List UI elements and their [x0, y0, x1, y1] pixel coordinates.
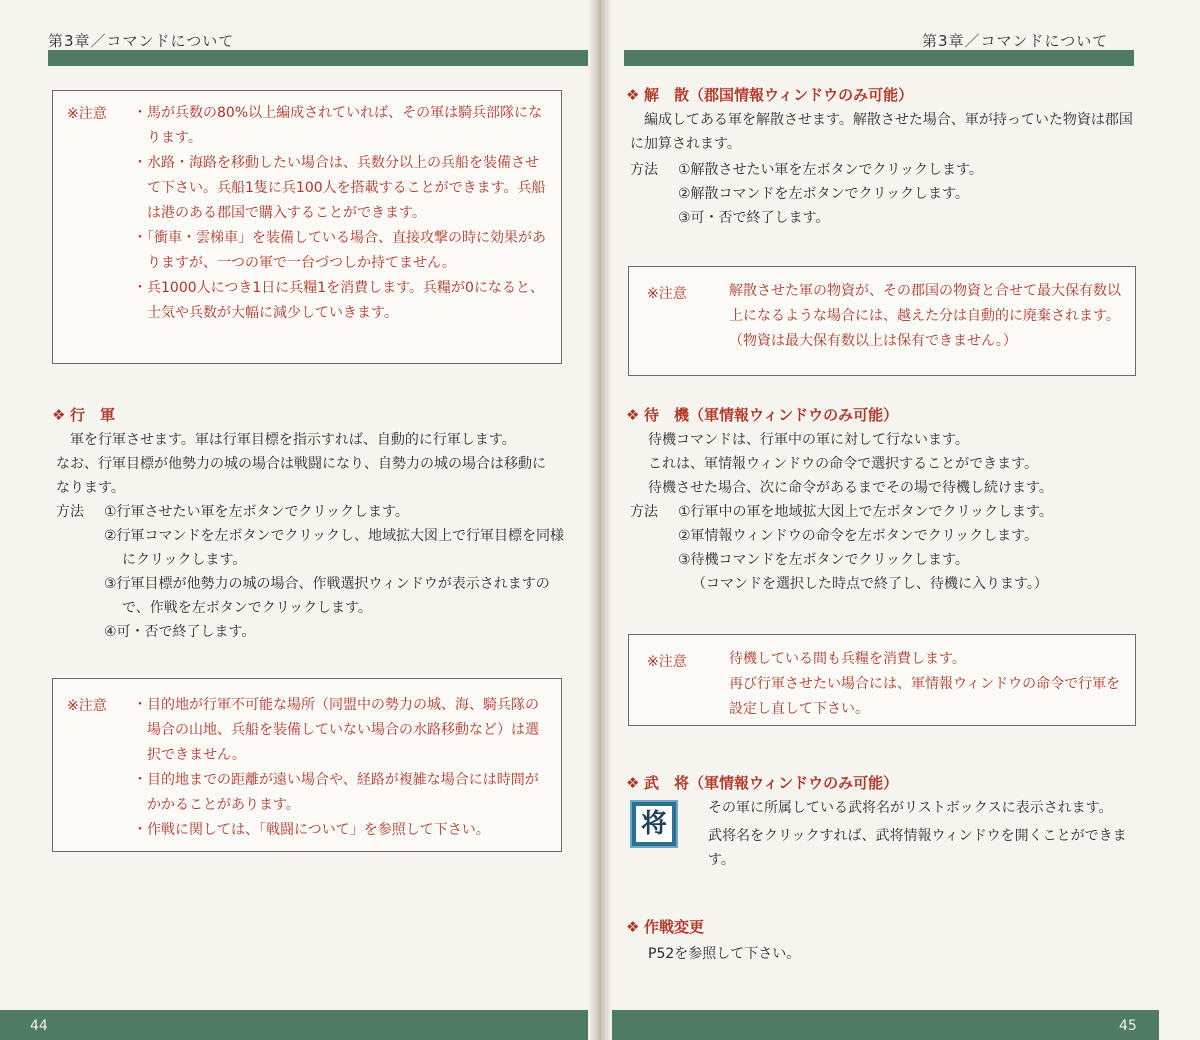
strategy-change-description: P52を参照して下さい。: [648, 946, 801, 962]
note-line: 待機している間も兵糧を消費します。: [729, 651, 966, 667]
footer-bar: [604, 1010, 1159, 1040]
method-step: ②軍情報ウィンドウの命令を左ボタンでクリックします。: [678, 528, 1039, 544]
diamond-bullet-icon: ❖: [52, 406, 66, 424]
section-title-generals: ❖ 武 将（軍情報ウィンドウのみ可能）: [626, 774, 899, 792]
note-item: ・目的地が行軍不可能な場所（同盟中の勢力の城、海、騎兵隊の場合の山地、兵船を装備していない場合の水路移動など）は選択できません。: [133, 697, 539, 763]
chapter-header: 第3章／コマンドについて: [48, 32, 235, 50]
note-line: 再び行軍させたい場合には、軍情報ウィンドウの命令で行軍を設定し直して下さい。: [729, 676, 1121, 717]
note-box-cavalry: [52, 90, 562, 364]
generals-description: その軍に所属している武将名がリストボックスに表示されます。 武将名をクリックすれば、武将情報ウィンドウを開くことができます。: [708, 800, 1127, 868]
page-number: 44: [30, 1018, 48, 1034]
method-label: 方法: [56, 504, 84, 520]
chapter-header: 第3章／コマンドについて: [922, 32, 1109, 50]
note-item: ・「衝車・雲梯車」を装備している場合、直接攻撃の時に効果がありますが、一つの軍で一台づつしか持てません。: [133, 230, 546, 271]
method-steps: [678, 158, 1138, 230]
method-step: ④可・否で終了します。: [104, 624, 256, 640]
header-bar: [624, 50, 1134, 66]
march-description: 軍を行軍させます。軍は行軍目標を指示すれば、自動的に行軍します。 なお、行軍目標が他勢力の城の場合は戦闘になり、自勢力の城の場合は移動になります。: [56, 432, 546, 496]
footer-bar: [0, 1010, 596, 1040]
method-steps: [104, 500, 564, 644]
method-step: ③行軍目標が他勢力の城の場合、作戦選択ウィンドウが表示されますので、作戦を左ボタンでクリックします。: [104, 576, 550, 616]
method-step: （コマンドを選択した時点で終了し、待機に入ります。）: [692, 576, 1048, 592]
method-step: ②行軍コマンドを左ボタンでクリックし、地域拡大図上で行軍目標を同様にクリックします。: [104, 528, 564, 568]
standby-method: [630, 500, 1150, 600]
note-label: ※注意: [67, 106, 107, 122]
note-item: ・作戦に関しては、「戦闘について」を参照して下さい。: [133, 822, 490, 838]
method-step: ③可・否で終了します。: [678, 210, 830, 226]
method-step: ②解散コマンドを左ボタンでクリックします。: [678, 186, 969, 202]
diamond-bullet-icon: ❖: [626, 774, 640, 792]
left-page: [0, 0, 596, 1040]
note-item: ・馬が兵数の80%以上編成されていれば、その軍は騎兵部隊になります。: [133, 105, 543, 146]
header-bar: [48, 50, 596, 66]
method-step: ③待機コマンドを左ボタンでクリックします。: [678, 552, 969, 568]
section-title-strategy-change: ❖ 作戦変更: [626, 918, 705, 936]
method-step: ①行軍させたい軍を左ボタンでクリックします。: [104, 504, 409, 520]
note-label: ※注意: [647, 286, 687, 302]
note-box-destination: [52, 678, 562, 852]
note-label: ※注意: [67, 698, 107, 714]
note-item: ・目的地までの距離が遠い場合や、経路が複雑な場合には時間がかかることがあります。: [133, 772, 539, 813]
method-step: ①解散させたい軍を左ボタンでクリックします。: [678, 162, 983, 178]
method-label: 方法: [630, 504, 658, 520]
method-step: ①行軍中の軍を地域拡大図上で左ボタンでクリックします。: [678, 504, 1053, 520]
general-icon: 将: [630, 800, 678, 848]
note-items: [133, 101, 547, 326]
note-lines: [729, 647, 1121, 722]
diamond-bullet-icon: ❖: [626, 86, 640, 104]
diamond-bullet-icon: ❖: [626, 406, 640, 424]
method-label: 方法: [630, 162, 658, 178]
note-text: 解散させた軍の物資が、その郡国の物資と合せて最大保有数以上になるような場合には、越えた分は自動的に廃棄されます。（物資は最大保有数以上は保有できません。）: [729, 283, 1121, 349]
note-item: ・水路・海路を移動したい場合は、兵数分以上の兵船を装備させて下さい。兵船1隻に兵100人を搭載することができます。兵船は港のある郡国で購入することができます。: [133, 155, 546, 221]
note-box-standby: [628, 634, 1136, 726]
right-page: [604, 0, 1200, 1040]
note-box-disband: [628, 266, 1136, 376]
disband-method: [630, 158, 1140, 238]
note-label: ※注意: [647, 654, 687, 670]
standby-description: 待機コマンドは、行軍中の軍に対して行ないます。 これは、軍情報ウィンドウの命令で選択することができます。 待機させた場合、次に命令があるまでその場で待機し続けます。: [648, 432, 1053, 496]
note-items: [133, 693, 547, 843]
book-spine: [588, 0, 612, 1040]
note-item: ・兵1000人につき1日に兵糧1を消費します。兵糧が0になると、士気や兵数が大幅に減少していきます。: [133, 280, 544, 321]
page-number: 45: [1119, 1018, 1137, 1034]
section-title-disband: ❖ 解 散（郡国情報ウィンドウのみ可能）: [626, 86, 914, 104]
march-method: [56, 500, 566, 650]
method-steps: [678, 500, 1148, 596]
disband-description: 編成してある軍を解散させます。解散させた場合、軍が持っていた物資は郡国に加算されます。: [630, 112, 1133, 152]
section-title-march: ❖ 行 軍: [52, 406, 116, 424]
diamond-bullet-icon: ❖: [626, 918, 640, 936]
section-title-standby: ❖ 待 機（軍情報ウィンドウのみ可能）: [626, 406, 899, 424]
